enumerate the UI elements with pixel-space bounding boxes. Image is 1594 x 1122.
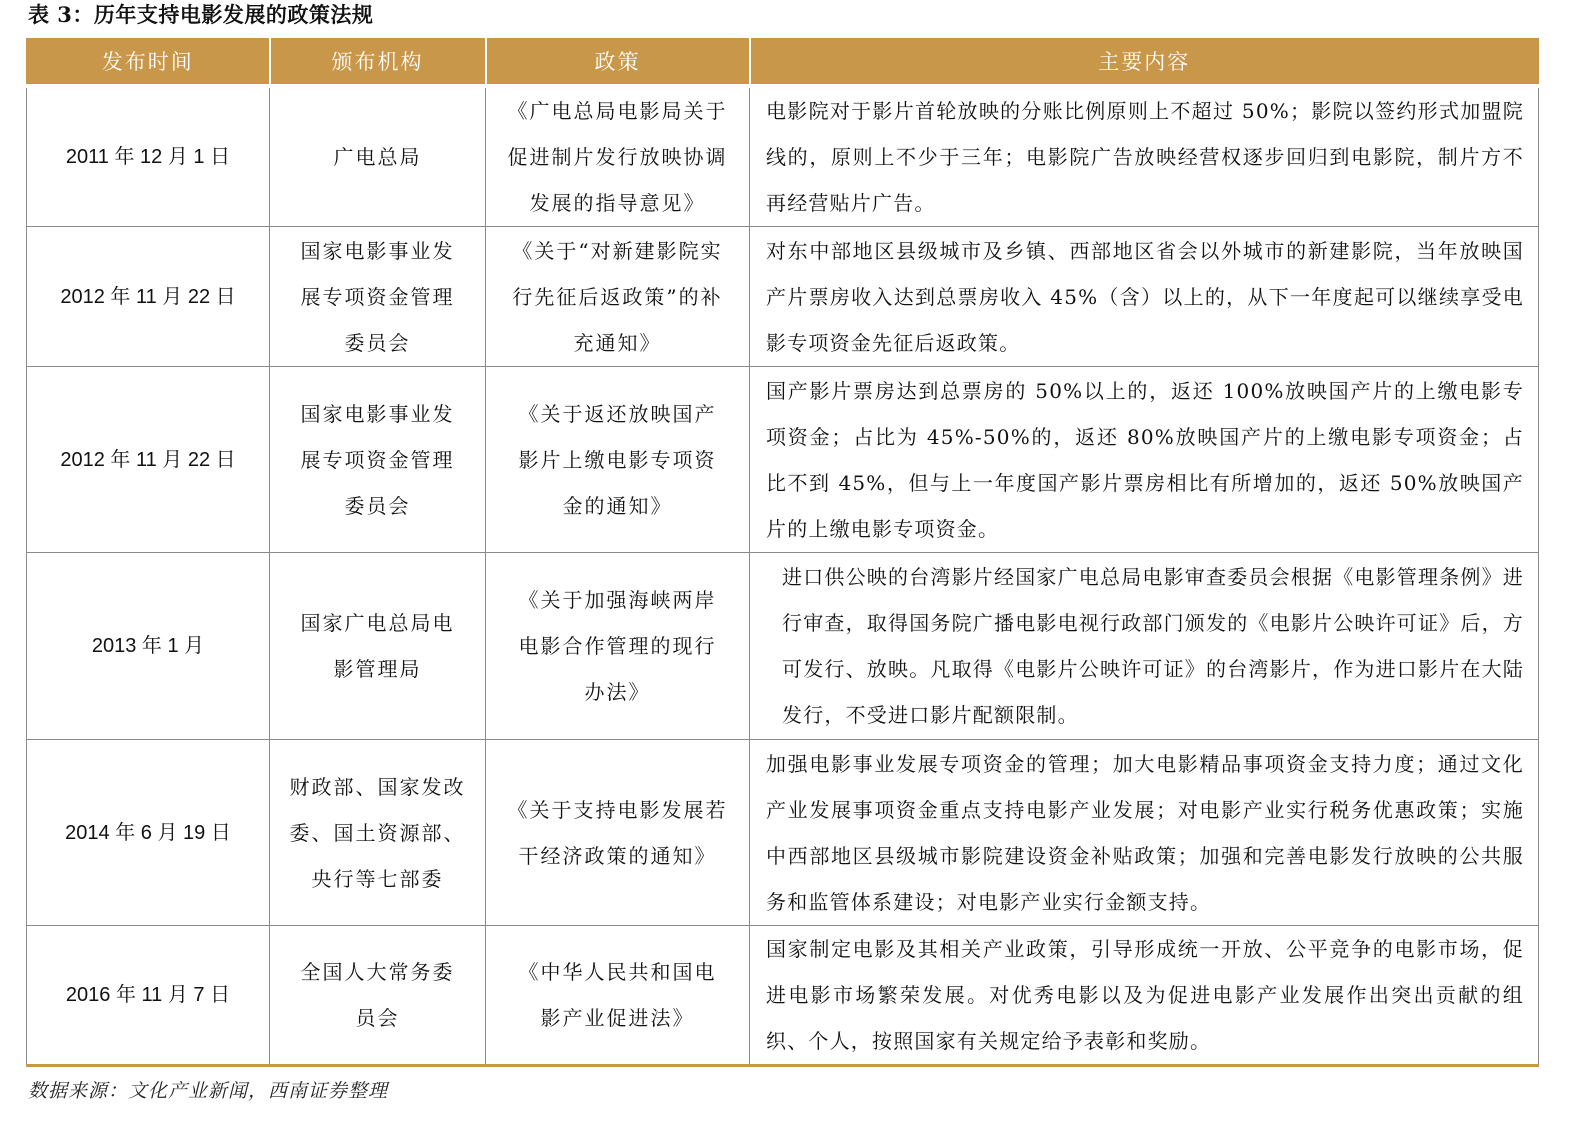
cell-content: 加强电影事业发展专项资金的管理；加大电影精品事项资金支持力度；通过文化产业发展事项资金重点支持电影产业发展；对电影产业实行税务优惠政策；实施中西部地区县级城市影院建设资金补贴政策；加强和完善电影发行放映的公共服务和监管体系建设；对电影产业实行金额支持。 xyxy=(750,740,1539,926)
cell-date: 2012 年 11 月 22 日 xyxy=(27,227,270,367)
policy-table xyxy=(26,38,1539,1067)
table-row xyxy=(27,367,1539,553)
cell-policy: 《中华人民共和国电影产业促进法》 xyxy=(486,926,750,1066)
cell-content: 国产影片票房达到总票房的 50%以上的，返还 100%放映国产片的上缴电影专项资金；占比为 45%-50%的，返还 80%放映国产片的上缴电影专项资金；占比不到 45%，但与上一年度国产影片票房相比有所增加的，返还 50%放映国产片的上缴电影专项资金。 xyxy=(750,367,1539,553)
table-row xyxy=(27,227,1539,367)
cell-agency: 国家电影事业发展专项资金管理委员会 xyxy=(270,367,486,553)
table-row xyxy=(27,553,1539,740)
table-title: 表 3：历年支持电影发展的政策法规 xyxy=(28,2,374,27)
header-content: 主要内容 xyxy=(750,38,1539,86)
table-row xyxy=(27,86,1539,227)
table-row xyxy=(27,740,1539,926)
cell-date: 2014 年 6 月 19 日 xyxy=(27,740,270,926)
cell-policy: 《关于加强海峡两岸电影合作管理的现行办法》 xyxy=(486,553,750,740)
cell-date: 2013 年 1 月 xyxy=(27,553,270,740)
data-source-note: 数据来源：文化产业新闻，西南证券整理 xyxy=(28,1080,389,1102)
cell-agency: 国家电影事业发展专项资金管理委员会 xyxy=(270,227,486,367)
cell-date: 2011 年 12 月 1 日 xyxy=(27,86,270,227)
cell-policy: 《关于返还放映国产影片上缴电影专项资金的通知》 xyxy=(486,367,750,553)
cell-policy: 《关于支持电影发展若干经济政策的通知》 xyxy=(486,740,750,926)
header-date: 发布时间 xyxy=(27,38,270,86)
table-header-row xyxy=(27,38,1539,86)
cell-content: 国家制定电影及其相关产业政策，引导形成统一开放、公平竞争的电影市场，促进电影市场繁荣发展。对优秀电影以及为促进电影产业发展作出突出贡献的组织、个人，按照国家有关规定给予表彰和奖励。 xyxy=(750,926,1539,1066)
cell-date: 2012 年 11 月 22 日 xyxy=(27,367,270,553)
cell-agency: 财政部、国家发改委、国土资源部、央行等七部委 xyxy=(270,740,486,926)
cell-agency: 国家广电总局电影管理局 xyxy=(270,553,486,740)
cell-agency: 全国人大常务委员会 xyxy=(270,926,486,1066)
cell-content: 电影院对于影片首轮放映的分账比例原则上不超过 50%；影院以签约形式加盟院线的，原则上不少于三年；电影院广告放映经营权逐步回归到电影院，制片方不再经营贴片广告。 xyxy=(750,86,1539,227)
cell-policy: 《关于“对新建影院实行先征后返政策”的补充通知》 xyxy=(486,227,750,367)
cell-content: 对东中部地区县级城市及乡镇、西部地区省会以外城市的新建影院，当年放映国产片票房收入达到总票房收入 45%（含）以上的，从下一年度起可以继续享受电影专项资金先征后返政策。 xyxy=(750,227,1539,367)
cell-date: 2016 年 11 月 7 日 xyxy=(27,926,270,1066)
table-row xyxy=(27,926,1539,1066)
cell-agency: 广电总局 xyxy=(270,86,486,227)
cell-content: 进口供公映的台湾影片经国家广电总局电影审查委员会根据《电影管理条例》进行审查，取得国务院广播电影电视行政部门颁发的《电影片公映许可证》后，方可发行、放映。凡取得《电影片公映许可证》的台湾影片，作为进口影片在大陆发行，不受进口影片配额限制。 xyxy=(750,553,1539,740)
header-agency: 颁布机构 xyxy=(270,38,486,86)
cell-policy: 《广电总局电影局关于促进制片发行放映协调发展的指导意见》 xyxy=(486,86,750,227)
header-policy: 政策 xyxy=(486,38,750,86)
